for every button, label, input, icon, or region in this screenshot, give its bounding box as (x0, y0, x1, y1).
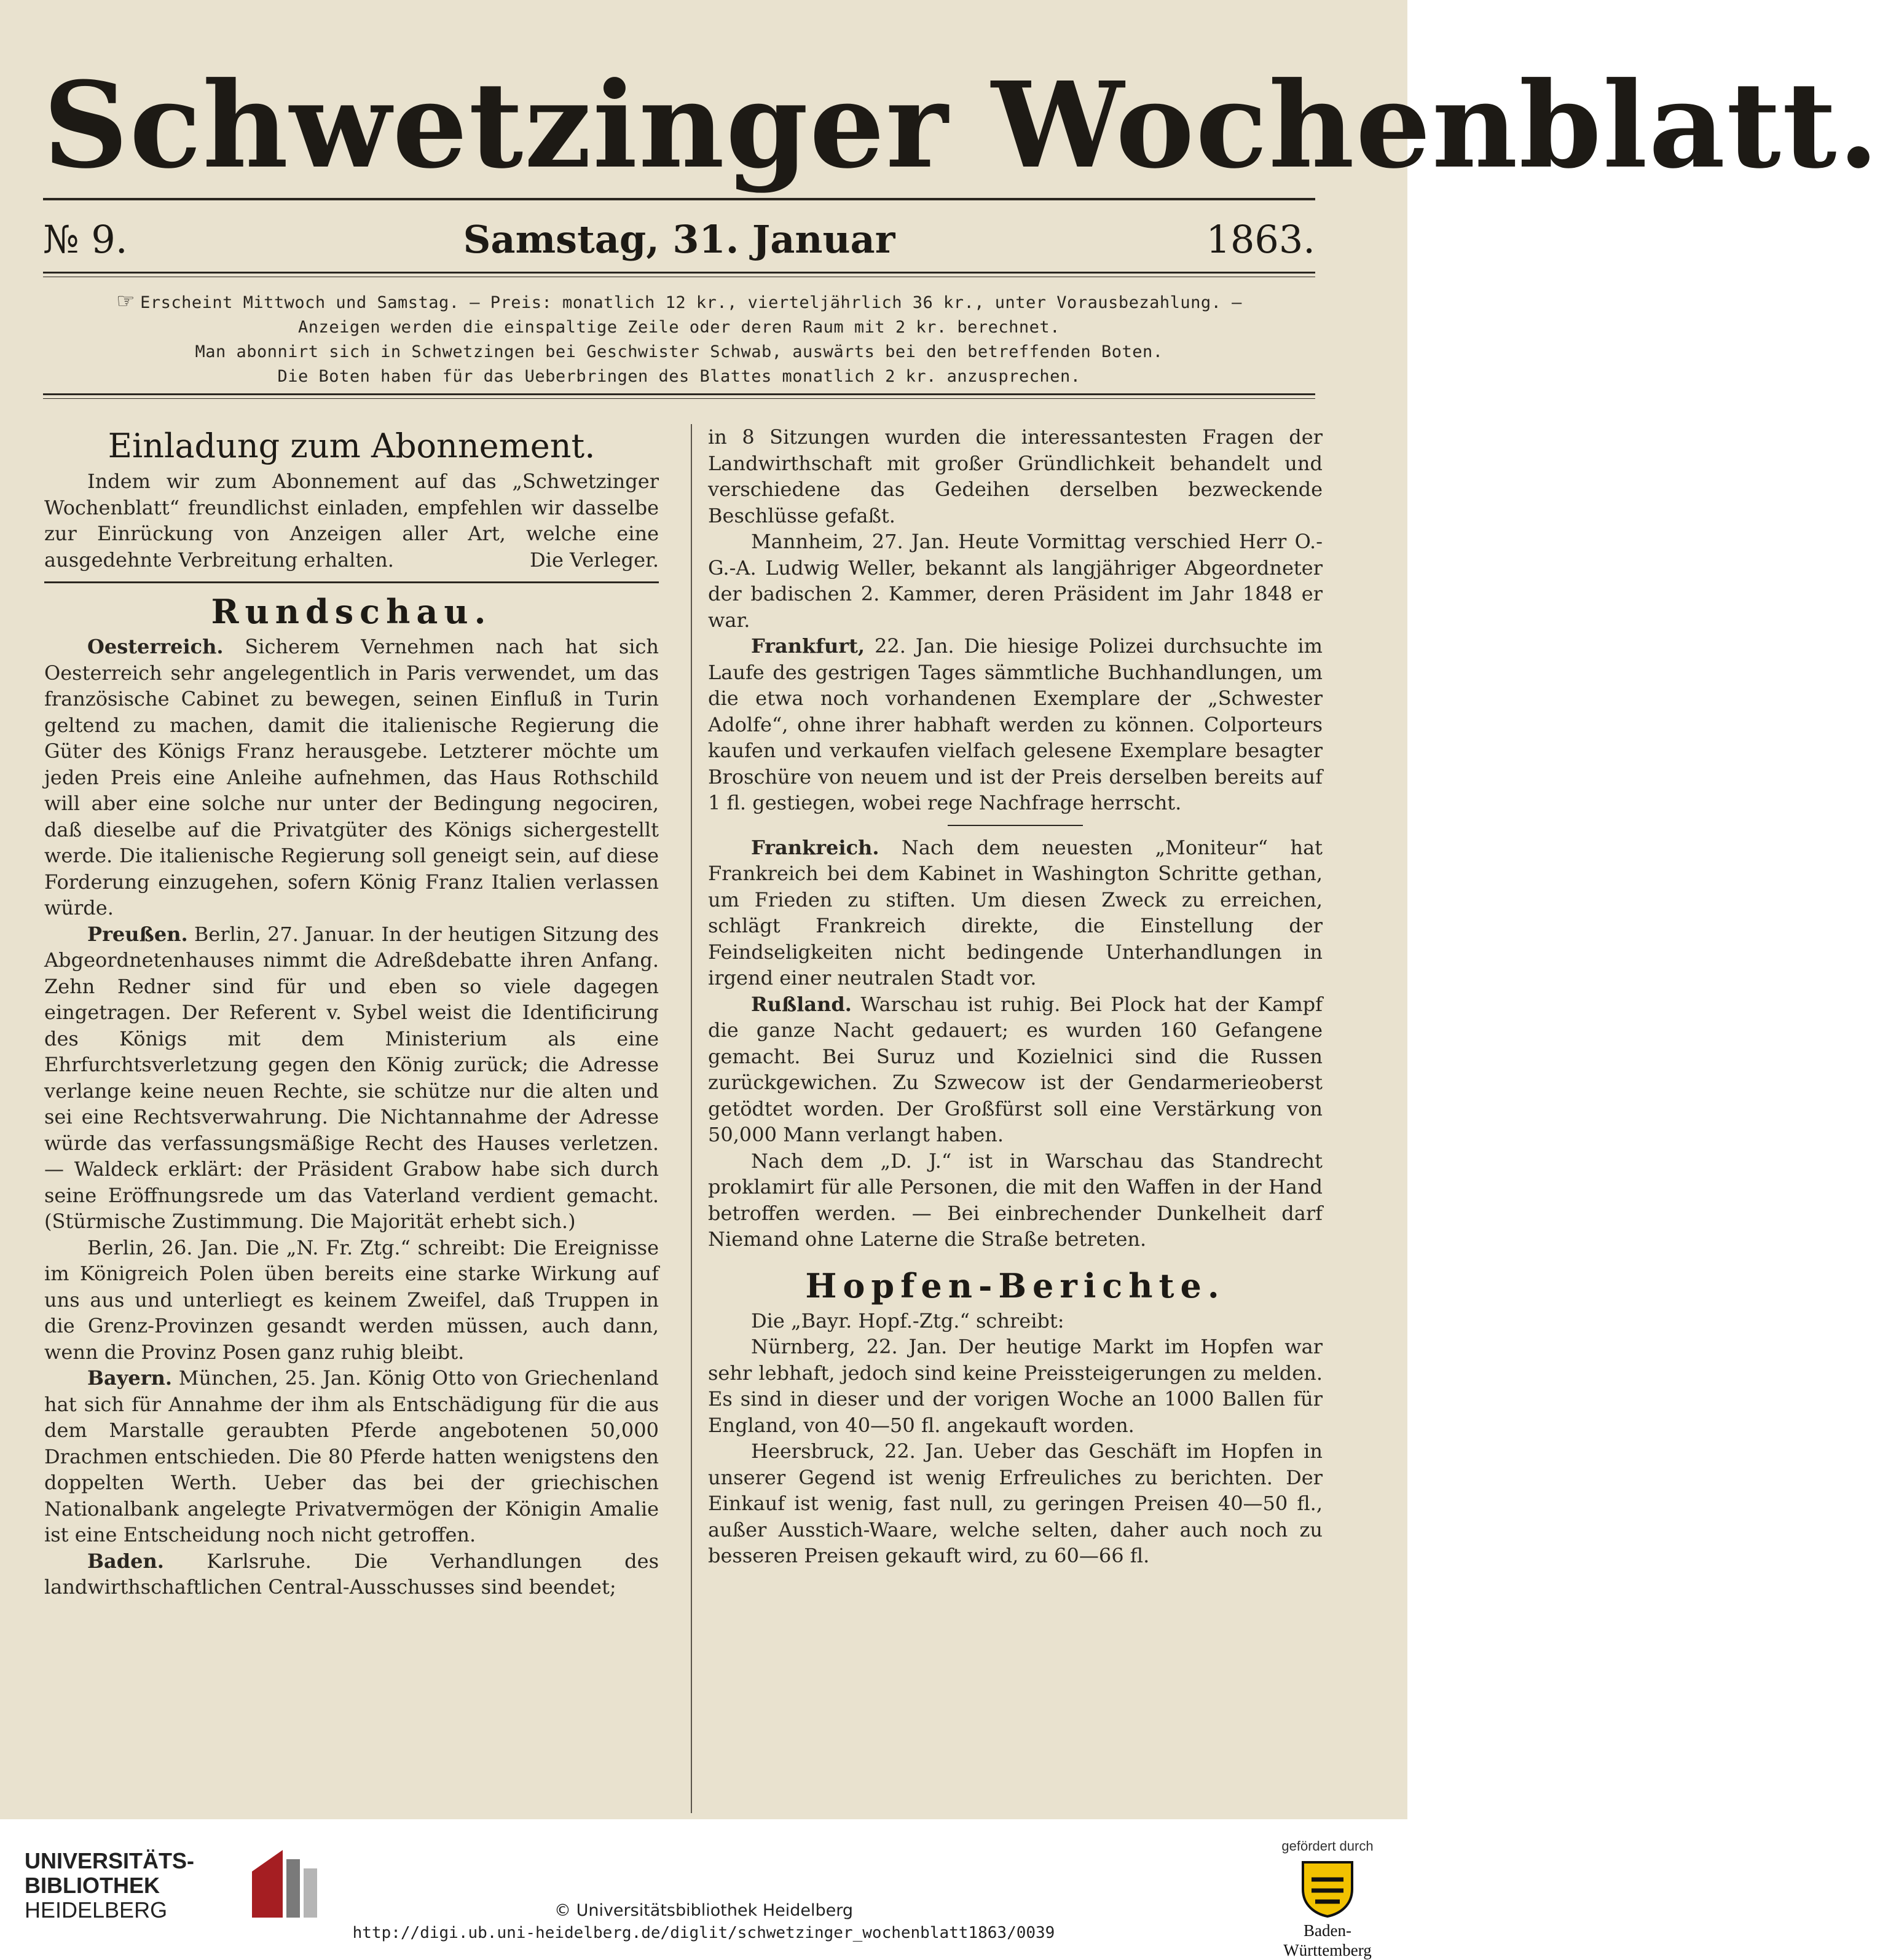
funder-name: Baden-Württemberg (1283, 1921, 1372, 1959)
article-lead: Baden. (87, 1549, 164, 1573)
article-berlin: Berlin, 26. Jan. Die „N. Fr. Ztg.“ schreibt: Die Ereignisse im Königreich Polen üben bereits eine starke Wirkung auf uns aus und unterliegt es keinem Zweifel, daß Truppen in die Grenz-Provinzen gesandt werden müssen, auch dann, wenn die Provinz Posen ganz ruhig bleibt. (44, 1235, 659, 1364)
notice-line: Erscheint Mittwoch und Samstag. — Preis: monatlich 12 kr., vierteljährlich 36 kr., unter Vorausbezahlung. — (140, 293, 1242, 312)
article-russland-2: Nach dem „D. J.“ ist in Warschau das Standrecht proklamirt für alle Personen, die mit den Waffen in der Hand betroffen werden. — Bei einbrechender Dunkelheit darf Niemand ohne Laterne die Straße betreten. (708, 1149, 1323, 1251)
column-divider (691, 424, 692, 1813)
section-rule (44, 581, 659, 583)
issue-date: Samstag, 31. Januar (463, 217, 895, 262)
notice-line: Die Boten haben für das Ueberbringen des Blattes monatlich 2 kr. anzusprechen. (277, 367, 1081, 386)
article-mannheim: Mannheim, 27. Jan. Heute Vormittag verschied Herr O.-G.-A. Ludwig Weller, bekannt als langjähriger Abgeordneter der badischen 2. Kammer, deren Präsident im Jahr 1848 er war. (708, 530, 1323, 632)
notice-line: Man abonnirt sich in Schwetzingen bei Geschwister Schwab, auswärts bei den betreffenden Boten. (195, 342, 1163, 361)
rundschau-heading: Rundschau. (211, 592, 492, 631)
coat-of-arms-icon (1299, 1859, 1356, 1918)
article-lead: Rußland. (751, 992, 852, 1016)
dateline (43, 212, 1315, 267)
article-nuernberg: Nürnberg, 22. Jan. Der heutige Markt im Hopfen war sehr lebhaft, jedoch sind keine Preissteigerungen zu melden. Es sind in dieser und der vorigen Woche an 1000 Ballen für England, von 40—50 fl. angekauft worden. (708, 1335, 1323, 1437)
masthead-title: Schwetzinger Wochenblatt. (43, 57, 1880, 195)
article-oesterreich: Oesterreich. Sicherem Vernehmen nach hat sich Oesterreich sehr angelegentlich in Paris verwendet, um das französische Cabinet zu bewegen, seinen Einfluß in Turin geltend zu machen, damit die italienische Regierung die Güter des Königs Franz herausgebe. Letzterer möchte um jeden Preis eine Anleihe aufnehmen, das Haus Rothschild will aber eine solche nur unter der Bedingung negociren, daß dieselbe auf die Privatgüter des Königs sichergestellt werde. Die italienische Regierung soll geneigt sein, auf diese Forderung einzugehen, sofern König Franz Italien verlassen würde. (44, 635, 659, 919)
article-continuation: in 8 Sitzungen wurden die interessantesten Fragen der Landwirthschaft mit großer Gründlichkeit behandelt und verschiedene das Gedeihen derselben bezweckende Beschlüsse gefaßt. (708, 425, 1323, 527)
subscription-notice (43, 289, 1315, 389)
article-lead: Oesterreich. (87, 635, 224, 658)
header-rule-thin (43, 398, 1315, 399)
issue-number: № 9. (43, 217, 128, 262)
masthead-rule (43, 198, 1315, 200)
pointing-hand-icon: ☞ (116, 289, 136, 313)
right-column (708, 424, 1323, 1569)
left-column (44, 424, 659, 1600)
short-rule (948, 825, 1083, 826)
article-baden: Baden. Karlsruhe. Die Verhandlungen des landwirthschaftlichen Central-Ausschusses sind beendet; (44, 1549, 659, 1599)
header-rule (43, 393, 1315, 395)
article-frankfurt: Frankfurt, 22. Jan. Die hiesige Polizei durchsuchte im Laufe des gestrigen Tages sämmtliche Buchhandlungen, um die etwa noch vorhandenen Exemplare der „Schwester Adolfe“, ohne ihrer habhaft werden zu können. Colporteurs kaufen und verkaufen vielfach gelesene Exemplare besagter Broschüre von neuem und ist der Preis derselben bereits auf 1 fl. gestiegen, wobei rege Nachfrage herrscht. (708, 634, 1323, 814)
source-url[interactable]: http://digi.ub.uni-heidelberg.de/diglit/schwetzinger_wochenblatt1863/0039 (352, 1924, 1055, 1942)
invite-heading: Einladung zum Abonnement. (108, 427, 596, 465)
copyright-text: © Universitätsbibliothek Heidelberg (554, 1901, 853, 1920)
invite-signature: Die Verleger. (530, 548, 659, 572)
article-lead: Preußen. (87, 922, 188, 946)
hopfen-heading: Hopfen-Berichte. (805, 1265, 1225, 1305)
funder-logo[interactable] (1260, 1838, 1395, 1959)
dateline-rule (43, 272, 1315, 274)
library-name: UNIVERSITÄTS- BIBLIOTHEK HEIDELBERG (25, 1848, 195, 1923)
article-lead: Frankfurt, (751, 634, 865, 658)
notice-line: Anzeigen werden die einspaltige Zeile oder deren Raum mit 2 kr. berechnet. (298, 318, 1060, 337)
article-bayern: Bayern. München, 25. Jan. König Otto von Griechenland hat sich für Annahme der ihm als Entschädigung für die aus dem Marstalle geraubten Pferde angebotenen 50,000 Drachmen entschieden. Die 80 Pferde hatten wenigstens den doppelten Werth. Ueber das bei der griechischen Nationalbank angelegte Privatvermögen der Königin Amalie ist eine Entscheidung noch nicht getroffen. (44, 1366, 659, 1546)
hopfen-intro: Die „Bayr. Hopf.-Ztg.“ schreibt: (751, 1309, 1064, 1332)
issue-year: 1863. (1206, 217, 1315, 262)
article-russland: Rußland. Warschau ist ruhig. Bei Plock hat der Kampf die ganze Nacht gedauert; es wurden 160 Gefangene gemacht. Bei Suruz und Kozielnici sind die Russen zurückgewichen. Zu Szwecow ist der Gendarmerieoberst getödtet worden. Der Großfürst soll eine Verstärkung von 50,000 Mann verlangt haben. (708, 992, 1323, 1146)
article-lead: Frankreich. (751, 835, 879, 859)
article-hersbruck: Heersbruck, 22. Jan. Ueber das Geschäft im Hopfen in unserer Gegend ist wenig Erfreuliches zu berichten. Der Einkauf ist wenig, fast null, zu geringen Preisen 40—50 fl., außer Ausstich-Waare, welche selten, daher auch noch zu besseren Preisen gekauft wird, zu 60—66 fl. (708, 1439, 1323, 1567)
funded-by-label: gefördert durch (1281, 1838, 1374, 1854)
invite-paragraph: Indem wir zum Abonnement auf das „Schwetzinger Wochenblatt“ freundlichst einladen, empfehlen wir dasselbe zur Einrückung von Anzeigen aller Art, welche eine ausgedehnte Verbreitung erhalten. Die Verleger. (44, 468, 659, 573)
article-preussen: Preußen. Berlin, 27. Januar. In der heutigen Sitzung des Abgeordnetenhauses nimmt die Adreßdebatte ihren Anfang. Zehn Redner sind für und eben so viele dagegen eingetragen. Der Referent v. Sybel weist die Identificirung des Königs mit dem Ministerium als eine Ehrfurchtsverletzung gegen den König zurück; die Adresse verlange keine neuen Rechte, sie schütze nur die alten und sei eine Rechtsverwahrung. Die Nichtannahme der Adresse würde das verfassungsmäßige Recht des Hauses verletzen. — Waldeck erklärt: der Präsident Grabow habe sich durch seine Eröffnungsrede um das Vaterland verdient gemacht. (Stürmische Zustimmung. Die Majorität erhebt sich.) (44, 922, 659, 1233)
article-frankreich: Frankreich. Nach dem neuesten „Moniteur“ hat Frankreich bei dem Kabinet in Washington Schritte gethan, um Frieden zu stiften. Um diesen Zweck zu erreichen, schlägt Frankreich direkte, die Einstellung der Feindseligkeiten nicht bedingende Unterhandlungen in irgend einer neutralen Stadt vor. (708, 835, 1323, 990)
article-lead: Bayern. (87, 1366, 172, 1390)
